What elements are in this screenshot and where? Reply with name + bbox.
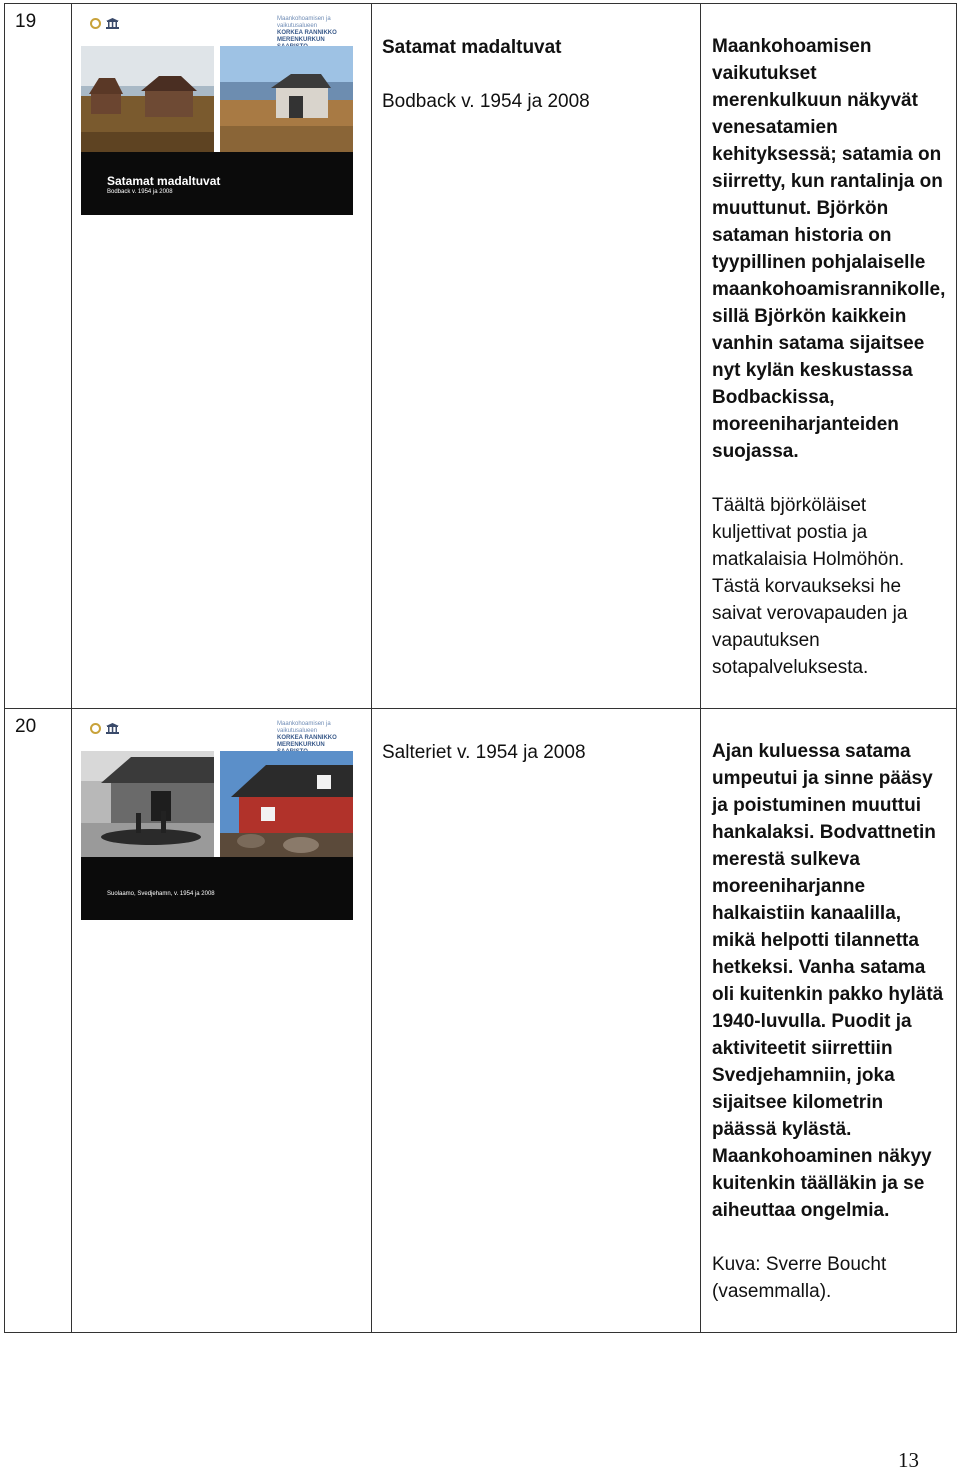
saltery-photos: [81, 751, 353, 857]
poster-caption: Suolaamo, Svedjehamn, v. 1954 ja 2008: [107, 891, 215, 897]
table-row: [5, 709, 957, 1333]
description-normal: Kuva: Sverre Boucht (vasemmalla).: [712, 1254, 887, 1302]
thumbnail-cell: [72, 709, 372, 1333]
title-cell: [372, 4, 701, 709]
description-bold: Maankohoamisen vaikutukset merenkulkuun näkyvät venesatamien kehityksessä; satamia on siirretty, kun rantalinja on muuttunut. Björkön sataman historia on tyypillinen pohjalaiselle maankohoamisrannikolle, sillä Björkön kaikkein vanhin satama sijaitsee nyt kylän keskustassa Bodbackissa, moreeniharjanteiden suojassa.: [712, 36, 946, 462]
item-title: Salteriet v. 1954 ja 2008: [382, 742, 586, 763]
poster-logos: [90, 18, 119, 29]
row-number: 20: [5, 709, 72, 1333]
poster-subtitle: Bodback v. 1954 ja 2008: [107, 189, 173, 195]
poster-logos: [90, 723, 119, 734]
description-normal: Täältä björköläiset kuljettivat postia ja matkalaisia Holmöhön. Tästä korvaukseksi he saivat verovapauden ja vapautuksen sotapalveluksesta.: [712, 495, 908, 678]
poster-heading: Maankohoamisen ja vaikutusalueen KORKEA RANNIKKO MERENKURKUN: [277, 16, 337, 43]
thumbnail-cell: [72, 4, 372, 709]
poster-thumbnail: [81, 12, 353, 212]
item-title: Satamat madaltuvat: [382, 37, 562, 58]
document-table: [4, 3, 957, 1333]
poster-title: Satamat madaltuvat: [107, 174, 221, 188]
unesco-temple-icon: [106, 18, 119, 29]
description-bold: Ajan kuluessa satama umpeutui ja sinne pääsy ja poistuminen muuttui hankalaksi. Bodvattnetin merestä sulkeva moreeniharjanne halkaistiin kanaalilla, mikä helpotti tilannetta hetkeksi. Vanha satama oli kuitenkin pakko hylätä 1940-luvulla. Puodit ja aktiviteetit siirrettiin Svedjehamniin, joka sijaitsee kilometrin päässä kylästä. Maankohoaminen näkyy kuitenkin täälläkin ja se aiheuttaa ongelmia.: [712, 741, 944, 1221]
harbour-photos: [81, 46, 353, 152]
description-cell: [701, 709, 957, 1333]
poster-thumbnail: [81, 717, 353, 917]
row-number: 19: [5, 4, 72, 709]
title-cell: [372, 709, 701, 1333]
unesco-circle-icon: [90, 18, 101, 29]
poster-title-band: [81, 857, 353, 920]
unesco-temple-icon: [106, 723, 119, 734]
page-number: 13: [898, 1448, 919, 1472]
poster-heading: Maankohoamisen ja vaikutusalueen KORKEA RANNIKKO MERENKURKUN: [277, 721, 337, 748]
item-subtitle: Bodback v. 1954 ja 2008: [382, 91, 590, 112]
poster-title-band: [81, 152, 353, 215]
table-row: [5, 4, 957, 709]
unesco-circle-icon: [90, 723, 101, 734]
description-cell: [701, 4, 957, 709]
